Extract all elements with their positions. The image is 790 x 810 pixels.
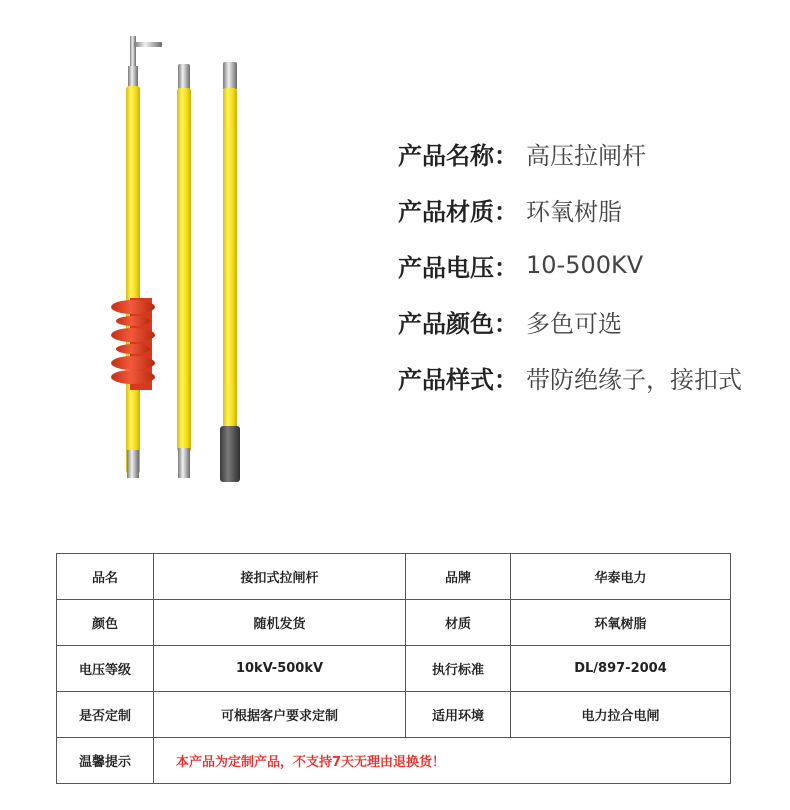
table-cell: 品牌 [406, 554, 511, 600]
product-spec-list [398, 125, 742, 405]
pole-with-grip [220, 62, 240, 482]
notice-label: 温馨提示 [57, 738, 154, 784]
product-illustration [90, 20, 290, 490]
table-cell: 是否定制 [57, 692, 154, 738]
parameter-table [56, 553, 731, 784]
table-cell: 华泰电力 [511, 554, 731, 600]
spec-label: 产品材质 [398, 197, 494, 226]
spec-row-style [398, 349, 742, 405]
table-row-notice [57, 738, 731, 784]
spec-label: 产品电压 [398, 253, 494, 282]
table-cell: 电压等级 [57, 646, 154, 692]
spec-value: 10-500KV [526, 251, 644, 279]
spec-row-name [398, 125, 742, 181]
spec-separator: ： [494, 365, 518, 394]
insulator-skirts [111, 298, 155, 390]
spec-value: 高压拉闸杆 [526, 141, 646, 170]
table-cell: 环氧树脂 [511, 600, 731, 646]
table-cell: 执行标准 [406, 646, 511, 692]
spec-label: 产品名称 [398, 141, 494, 170]
spec-label: 产品颜色 [398, 309, 494, 338]
spec-row-color [398, 293, 742, 349]
spec-separator: ： [494, 309, 518, 338]
table-cell: 电力拉合电闸 [511, 692, 731, 738]
spec-value: 带防绝缘子，接扣式 [526, 365, 742, 394]
table-cell: DL/897-2004 [511, 646, 731, 692]
spec-separator: ： [494, 253, 518, 282]
pole-with-hook [111, 36, 162, 478]
table-cell: 品名 [57, 554, 154, 600]
spec-label: 产品样式 [398, 365, 494, 394]
spec-separator: ： [494, 141, 518, 170]
table-cell: 材质 [406, 600, 511, 646]
table-row [57, 646, 731, 692]
spec-separator: ： [494, 197, 518, 226]
notice-text: 本产品为定制产品，不支持7天无理由退换货！ [154, 738, 731, 784]
spec-value: 多色可选 [526, 309, 622, 338]
insulating-poles-image [90, 20, 290, 490]
table-cell: 颜色 [57, 600, 154, 646]
table-cell: 适用环境 [406, 692, 511, 738]
table-cell: 随机发货 [154, 600, 406, 646]
spec-value: 环氧树脂 [526, 197, 622, 226]
spec-row-voltage [398, 237, 742, 293]
table-cell: 可根据客户要求定制 [154, 692, 406, 738]
pole-middle-section [177, 64, 191, 478]
table-row [57, 554, 731, 600]
table-cell: 接扣式拉闸杆 [154, 554, 406, 600]
table-cell: 10kV-500kV [154, 646, 406, 692]
spec-row-material [398, 181, 742, 237]
table-row [57, 600, 731, 646]
table-row [57, 692, 731, 738]
